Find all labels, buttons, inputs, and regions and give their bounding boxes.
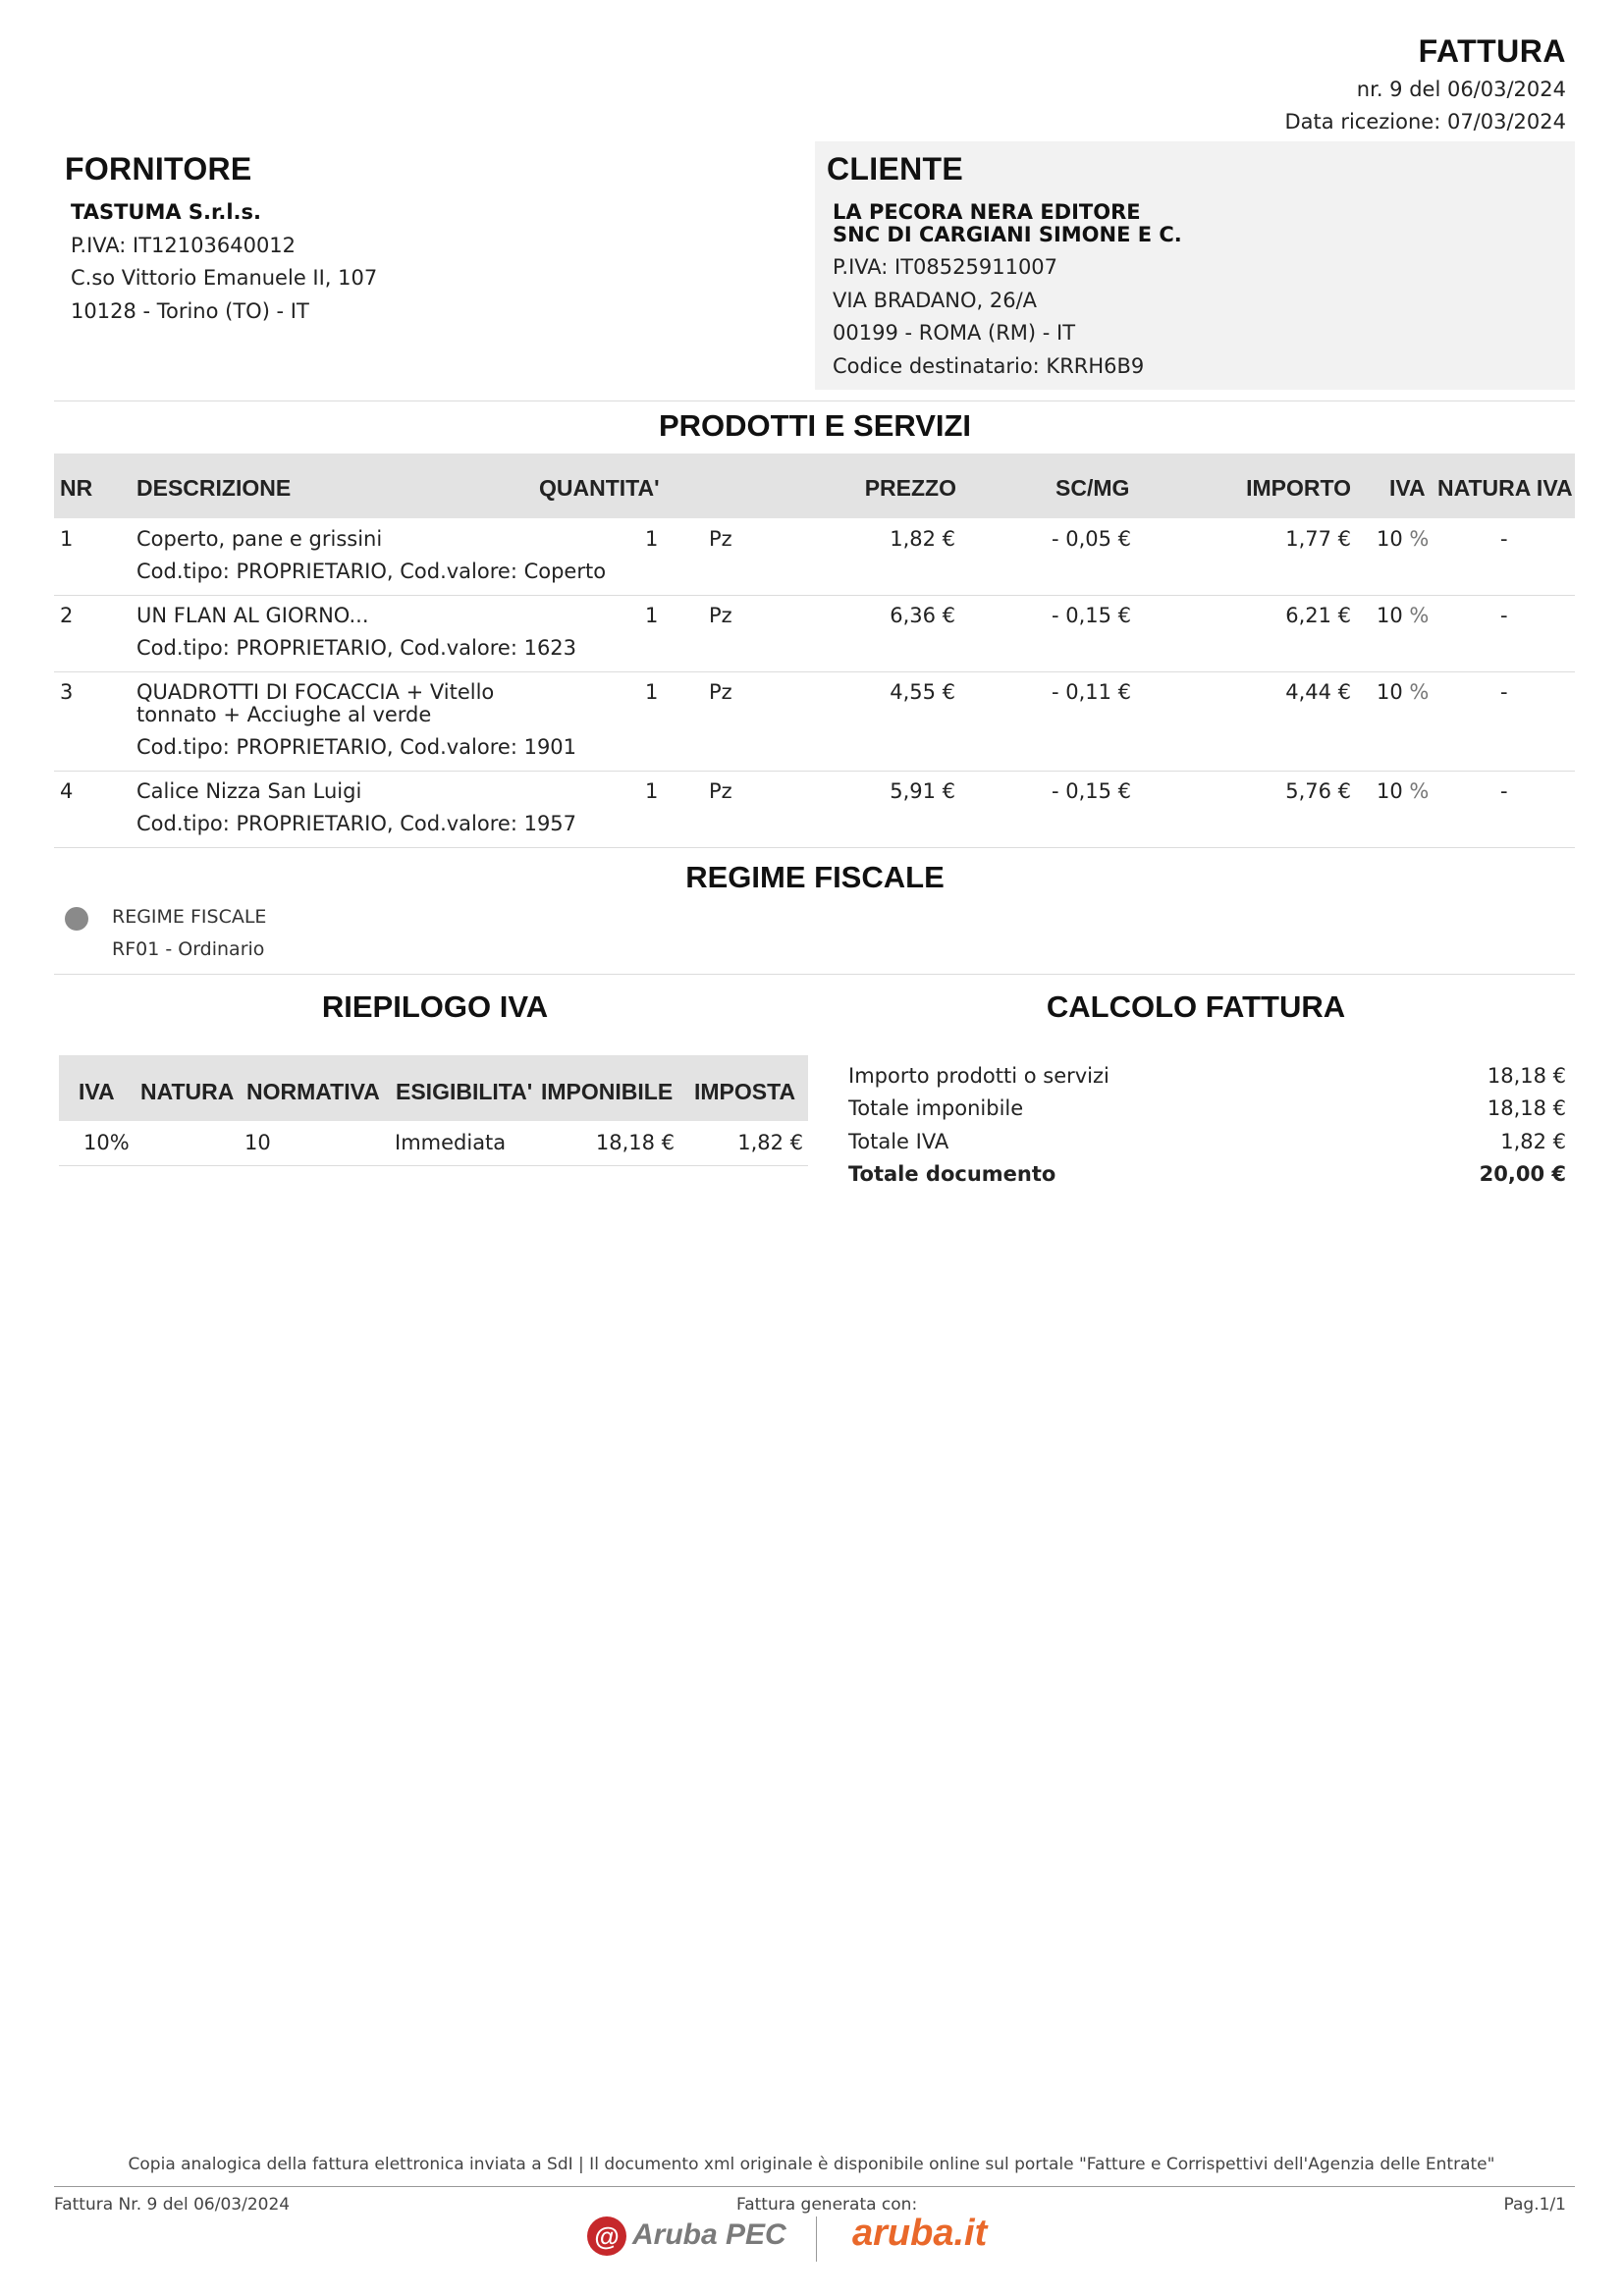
row4-nr: 4 [60,779,74,803]
row3-amount: 4,44 € [1285,680,1351,704]
row3-natura: - [1500,680,1508,704]
row-divider [54,595,1575,596]
row1-nr: 1 [60,527,74,551]
row4-discount: - 0,15 € [1051,779,1131,803]
riepilogo-col-natura: NATURA [140,1079,235,1104]
col-importo: IMPORTO [1246,475,1351,501]
row2-price: 6,36 € [890,604,955,627]
row1-description: Coperto, pane e grissini [136,527,383,551]
row4-unit: Pz [709,779,732,803]
bullet-icon [65,907,88,931]
row4-code: Cod.tipo: PROPRIETARIO, Cod.valore: 1957 [136,812,577,835]
regime-label: REGIME FISCALE [112,906,267,928]
riepilogo-iva: 10% [83,1131,130,1154]
footer-generated-with: Fattura generata con: [736,2195,918,2215]
divider [59,1165,808,1166]
cliente-name-line1: LA PECORA NERA EDITORE [833,200,1141,224]
row-divider [54,771,1575,772]
row-divider [54,671,1575,672]
row3-description-line1: QUADROTTI DI FOCACCIA + Vitello [136,680,495,704]
footer-note: Copia analogica della fattura elettronica inviata a SdI | Il documento xml originale è disponibile online sul portale "Fatture e Corrispettivi dell'Agenzia delle Entrate" [128,2155,1495,2174]
calcolo-totale-value: 20,00 € [1479,1162,1566,1186]
row4-price: 5,91 € [890,779,955,803]
row2-natura: - [1500,604,1508,627]
row1-amount: 1,77 € [1285,527,1351,551]
cliente-piva: P.IVA: IT08525911007 [833,255,1058,279]
riepilogo-col-imposta: IMPOSTA [694,1079,796,1104]
regime-value: RF01 - Ordinario [112,938,265,960]
row2-nr: 2 [60,604,74,627]
riepilogo-col-esigibilita: ESIGIBILITA' [396,1079,533,1104]
row3-iva-percent: % [1409,680,1430,704]
prodotti-title: PRODOTTI E SERVIZI [658,408,972,443]
row1-price: 1,82 € [890,527,955,551]
row1-iva-value: 10 [1377,527,1403,551]
logo-separator [816,2216,817,2262]
col-iva: IVA [1389,475,1426,501]
row2-discount: - 0,15 € [1051,604,1131,627]
riepilogo-imponibile: 18,18 € [595,1131,675,1154]
calcolo-title: CALCOLO FATTURA [1046,989,1346,1024]
riepilogo-esigibilita: Immediata [395,1131,507,1154]
col-quantita: QUANTITA' [539,475,660,501]
row-divider [54,847,1575,848]
row2-iva-value: 10 [1377,604,1403,627]
row2-unit: Pz [709,604,732,627]
row1-natura: - [1500,527,1508,551]
row3-unit: Pz [709,680,732,704]
calcolo-importo-label: Importo prodotti o servizi [848,1064,1109,1088]
cliente-title: CLIENTE [827,151,963,187]
cliente-address: VIA BRADANO, 26/A [833,289,1038,312]
invoice-number: nr. 9 del 06/03/2024 [1356,78,1566,101]
row1-unit: Pz [709,527,732,551]
cliente-city: 00199 - ROMA (RM) - IT [833,321,1076,345]
row2-code: Cod.tipo: PROPRIETARIO, Cod.valore: 1623 [136,636,577,660]
riepilogo-col-iva: IVA [79,1079,115,1104]
divider [54,974,1575,975]
col-nr: NR [60,475,93,501]
riepilogo-col-normativa: NORMATIVA [246,1079,380,1104]
row3-price: 4,55 € [890,680,955,704]
calcolo-iva-label: Totale IVA [848,1130,949,1153]
calcolo-imponibile-label: Totale imponibile [848,1096,1024,1120]
cliente-name-line2: SNC DI CARGIANI SIMONE E C. [833,223,1182,246]
fornitore-address: C.so Vittorio Emanuele II, 107 [71,266,378,290]
row4-description: Calice Nizza San Luigi [136,779,362,803]
calcolo-totale-label: Totale documento [848,1162,1056,1186]
riepilogo-natura: 10 [244,1131,271,1154]
col-prezzo: PREZZO [864,475,956,501]
row1-discount: - 0,05 € [1051,527,1131,551]
receipt-date: Data ricezione: 07/03/2024 [1284,110,1566,133]
calcolo-importo-value: 18,18 € [1487,1064,1566,1088]
row2-description: UN FLAN AL GIORNO... [136,604,369,627]
col-sconto: SC/MG [1055,475,1130,501]
calcolo-imponibile-value: 18,18 € [1487,1096,1566,1120]
regime-title: REGIME FISCALE [685,860,945,894]
cliente-codice-destinatario: Codice destinatario: KRRH6B9 [833,354,1145,378]
riepilogo-imposta: 1,82 € [737,1131,803,1154]
row2-iva-percent: % [1409,604,1430,627]
row1-quantity: 1 [645,527,659,551]
col-natura-iva: NATURA IVA [1437,475,1573,501]
footer-page: Pag.1/1 [1503,2195,1566,2215]
row3-iva [1377,680,1429,704]
row2-iva [1377,604,1429,627]
row3-iva-value: 10 [1377,680,1403,704]
aruba-pec-logo-text: Aruba PEC [632,2217,786,2251]
row3-quantity: 1 [645,680,659,704]
row1-iva [1377,527,1429,551]
row2-quantity: 1 [645,604,659,627]
row1-code: Cod.tipo: PROPRIETARIO, Cod.valore: Coperto [136,560,607,583]
aruba-it-logo: aruba.it [852,2213,988,2254]
row4-quantity: 1 [645,779,659,803]
col-descrizione: DESCRIZIONE [136,475,292,501]
row4-natura: - [1500,779,1508,803]
fornitore-name: TASTUMA S.r.l.s. [71,200,262,224]
row1-iva-percent: % [1409,527,1430,551]
row4-iva [1377,779,1429,803]
aruba-pec-at-icon: @ [587,2216,626,2256]
document-title: FATTURA [1418,33,1566,69]
row3-nr: 3 [60,680,74,704]
footer-divider [54,2186,1575,2187]
row3-discount: - 0,11 € [1051,680,1131,704]
row4-iva-value: 10 [1377,779,1403,803]
calcolo-iva-value: 1,82 € [1500,1130,1566,1153]
riepilogo-col-imponibile: IMPONIBILE [541,1079,674,1104]
aruba-pec-logo [587,2216,786,2256]
row4-iva-percent: % [1409,779,1430,803]
divider [54,400,1575,401]
fornitore-city: 10128 - Torino (TO) - IT [71,299,309,323]
row3-description-line2: tonnato + Acciughe al verde [136,703,432,726]
row2-amount: 6,21 € [1285,604,1351,627]
row3-code: Cod.tipo: PROPRIETARIO, Cod.valore: 1901 [136,735,577,759]
fornitore-title: FORNITORE [65,151,252,187]
footer-invoice-ref: Fattura Nr. 9 del 06/03/2024 [54,2195,291,2215]
riepilogo-title: RIEPILOGO IVA [321,989,549,1024]
row4-amount: 5,76 € [1285,779,1351,803]
fornitore-piva: P.IVA: IT12103640012 [71,234,297,257]
